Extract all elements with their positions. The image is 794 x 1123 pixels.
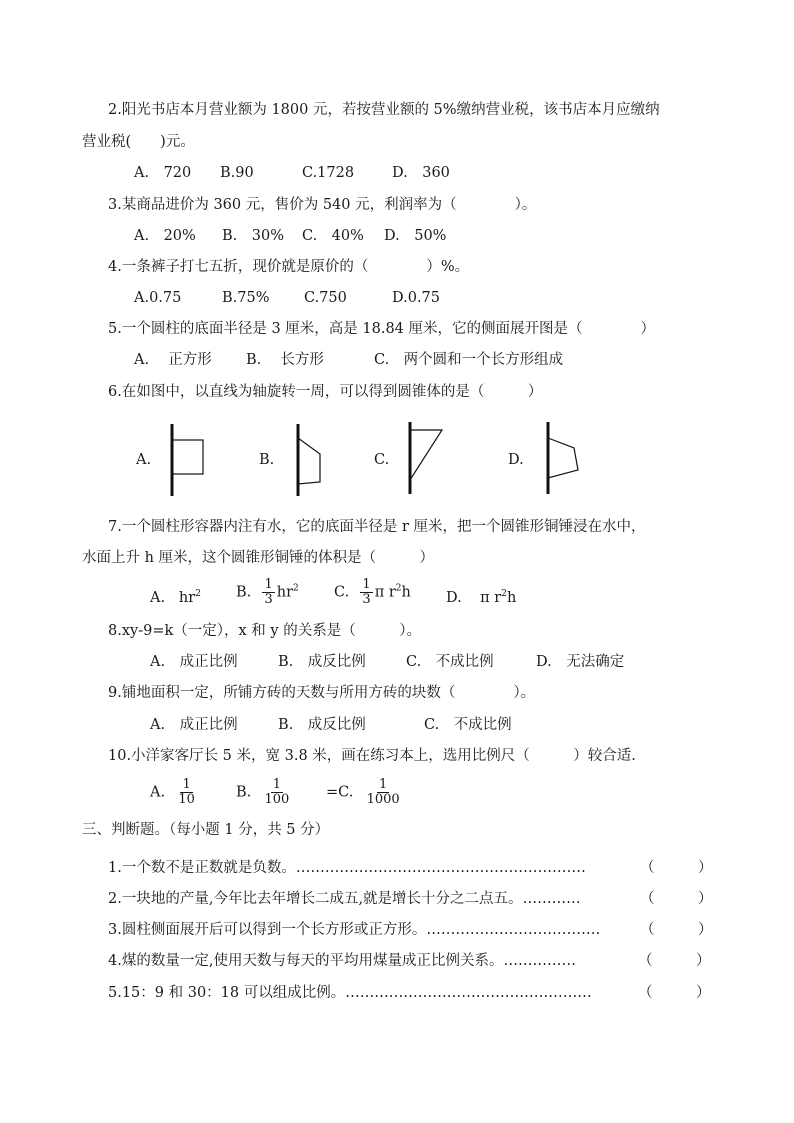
judge-item-4-answer[interactable]: （ ） <box>638 953 711 969</box>
q10-option-a: A. $\frac{1}{10}$ <box>150 777 195 807</box>
q2-option-d: D. 360 <box>392 165 450 181</box>
q4-option-d: D.0.75 <box>392 290 441 306</box>
q3-option-b: B. 30% <box>222 228 284 244</box>
question-4: 4.一条裤子打七五折，现价就是原价的（ ）%。 <box>108 259 470 275</box>
question-8: 8.xy-9=k（一定），x 和 y 的关系是（ ）。 <box>108 623 421 639</box>
q5-option-a: A. 正方形 <box>134 352 212 368</box>
q5-option-b: B. 长方形 <box>246 352 324 368</box>
q7-option-b-fraction: $\frac{1}{3}$ <box>264 577 273 607</box>
judge-item-3: 3.圆柱侧面展开后可以得到一个长方形或正方形。……………………………… <box>108 922 601 938</box>
q3-option-d: D. 50% <box>384 228 447 244</box>
q6-figure-d <box>544 422 584 494</box>
judge-item-5-answer[interactable]: （ ） <box>638 985 711 1001</box>
q8-option-c: C. 不成比例 <box>406 654 494 670</box>
q6-label-d: D. <box>508 452 524 468</box>
judge-item-5: 5.15：9 和 30：18 可以组成比例。…………………………………………… <box>108 985 592 1001</box>
q6-figure-c <box>406 422 446 494</box>
q10-option-a-fraction: $\frac{1}{10}$ <box>178 777 195 807</box>
q8-option-a: A. 成正比例 <box>150 654 238 670</box>
question-10: 10.小洋家客厅长 5 米，宽 3.8 米，画在练习本上，选用比例尺（ ）较合适. <box>108 748 636 764</box>
q2-option-c: C.1728 <box>302 165 355 181</box>
q9-option-b: B. 成反比例 <box>278 717 366 733</box>
question-6: 6.在如图中，以直线为轴旋转一周，可以得到圆锥体的是（ ） <box>108 384 543 400</box>
q2-option-b: B.90 <box>220 165 254 181</box>
q7-option-d: D. π $r^2h$ <box>446 589 517 606</box>
q10-option-b-fraction: $\frac{1}{100}$ <box>264 777 290 807</box>
q7-option-b: B. $\frac{1}{3}$ $hr^2$ <box>236 577 299 607</box>
q4-option-c: C.750 <box>304 290 347 306</box>
q7-option-c-fraction: $\frac{1}{3}$ <box>362 577 371 607</box>
q6-label-b: B. <box>259 452 275 468</box>
q10-option-b: B. $\frac{1}{100}$ <box>236 777 290 807</box>
judge-item-2: 2.一块地的产量,今年比去年增长二成五,就是增长十分之二点五。………… <box>108 891 581 907</box>
question-2-line1: 2.阳光书店本月营业额为 1800 元，若按营业额的 5%缴纳营业税，该书店本月应缴纳 <box>108 102 660 118</box>
q10-option-c: =C. $\frac{1}{1000}$ <box>326 777 400 807</box>
q3-option-c: C. 40% <box>302 228 364 244</box>
q6-label-a: A. <box>136 452 152 468</box>
q4-option-b: B.75% <box>222 290 270 306</box>
question-9: 9.铺地面积一定，所铺方砖的天数与所用方砖的块数（ ）。 <box>108 685 536 701</box>
judge-item-4: 4.煤的数量一定,使用天数与每天的平均用煤量成正比例关系。…………… <box>108 953 576 969</box>
q7-option-a: A. $hr^2$ <box>150 589 201 606</box>
q6-label-c: C. <box>374 452 390 468</box>
question-2-line2: 营业税( )元。 <box>82 134 195 150</box>
judge-item-1-answer[interactable]: （ ） <box>640 860 713 876</box>
q4-option-a: A.0.75 <box>134 290 182 306</box>
q8-option-b: B. 成反比例 <box>278 654 366 670</box>
q10-option-c-fraction: $\frac{1}{1000}$ <box>366 777 400 807</box>
q7-option-c: C. $\frac{1}{3}$ π $r^2h$ <box>334 577 411 607</box>
q9-option-c: C. 不成比例 <box>424 717 512 733</box>
question-7-line2: 水面上升 h 厘米，这个圆锥形铜锤的体积是（ ） <box>82 550 435 566</box>
q3-option-a: A. 20% <box>134 228 196 244</box>
section-3-title: 三、判断题。（每小题 1 分，共 5 分） <box>82 822 330 838</box>
question-7-line1: 7.一个圆柱形容器内注有水，它的底面半径是 r 厘米，把一个圆锥形铜锤浸在水中， <box>108 519 646 535</box>
question-5: 5.一个圆柱的底面半径是 3 厘米，高是 18.84 厘米，它的侧面展开图是（ ） <box>108 321 656 337</box>
question-3: 3.某商品进价为 360 元，售价为 540 元，利润率为（ ）。 <box>108 197 537 213</box>
q6-figure-a <box>168 424 208 496</box>
judge-item-1: 1.一个数不是正数就是负数。…………………………………………………… <box>108 860 586 876</box>
q5-option-c: C. 两个圆和一个长方形组成 <box>374 352 564 368</box>
judge-item-2-answer[interactable]: （ ） <box>640 891 713 907</box>
q6-figure-b <box>294 424 326 496</box>
q9-option-a: A. 成正比例 <box>150 717 238 733</box>
q2-option-a: A. 720 <box>134 165 192 181</box>
q8-option-d: D. 无法确定 <box>536 654 625 670</box>
judge-item-3-answer[interactable]: （ ） <box>640 922 713 938</box>
